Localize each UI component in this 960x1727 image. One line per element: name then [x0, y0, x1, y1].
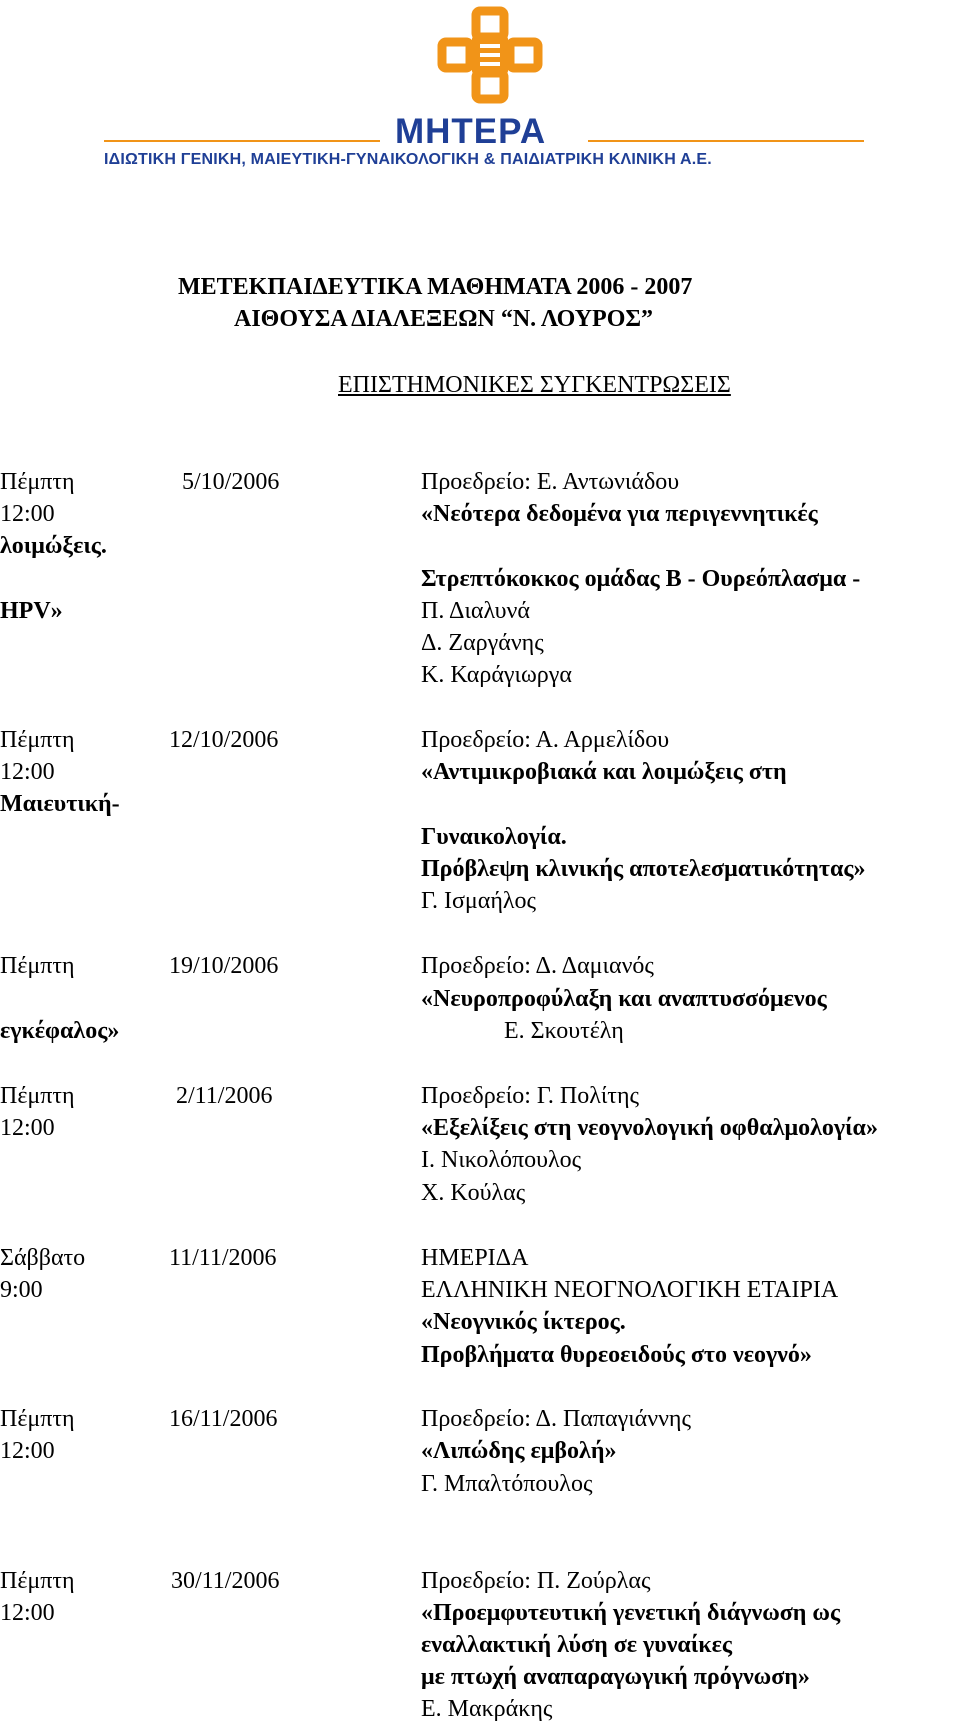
- event-topic-wrap: εγκέφαλος»: [0, 1018, 120, 1044]
- event-topic: «Λιπώδης εμβολή»: [421, 1438, 617, 1464]
- event-topic: με πτωχή αναπαραγωγική πρόγνωση»: [421, 1664, 810, 1690]
- event-topic-wrap: λοιμώξεις.: [0, 533, 107, 559]
- event-topic: «Νευροπροφύλαξη και αναπτυσσόμενος: [421, 986, 827, 1012]
- event-day: Πέμπτη: [0, 469, 75, 495]
- event-chair: ΗΜΕΡΙΔΑ: [421, 1245, 529, 1271]
- event-day: Πέμπτη: [0, 953, 75, 979]
- event-chair: Προεδρείο: Π. Ζούρλας: [421, 1568, 651, 1594]
- event-date: 11/11/2006: [169, 1245, 277, 1271]
- event-chair: Προεδρείο: Α. Αρμελίδου: [421, 727, 670, 753]
- event-topic: εναλλακτική λύση σε γυναίκες: [421, 1632, 732, 1658]
- event-topic: «Εξελίξεις στη νεογνολογική οφθαλμολογία»: [421, 1115, 878, 1141]
- event-topic: «Αντιμικροβιακά και λοιμώξεις στη: [421, 759, 787, 785]
- event-date: 19/10/2006: [169, 953, 279, 979]
- event-date: 12/10/2006: [169, 727, 279, 753]
- event-speaker: Π. Διαλυνά: [421, 598, 530, 624]
- event-day: Πέμπτη: [0, 1083, 75, 1109]
- event-chair: Προεδρείο: Δ. Παπαγιάννης: [421, 1406, 691, 1432]
- section-title: ΕΠΙΣΤΗΜΟΝΙΚΕΣ ΣΥΓΚΕΝΤΡΩΣΕΙΣ: [338, 372, 731, 398]
- document-title: ΜΕΤΕΚΠΑΙΔΕΥΤΙΚΑ ΜΑΘΗΜΑΤΑ 2006 - 2007: [178, 274, 693, 300]
- event-day: Σάββατο: [0, 1245, 86, 1271]
- event-organizer: ΕΛΛΗΝΙΚΗ ΝΕΟΓΝΟΛΟΓΙΚΗ ΕΤΑΙΡΙΑ: [421, 1277, 839, 1303]
- event-topic-wrap: Μαιευτική-: [0, 791, 120, 817]
- event-topic: «Νεότερα δεδομένα για περιγεννητικές: [421, 501, 818, 527]
- event-speaker: Κ. Καράγιωργα: [421, 662, 572, 688]
- venue-title: ΑΙΘΟΥΣΑ ΔΙΑΛΕΞΕΩΝ “Ν. ΛΟΥΡΟΣ”: [234, 306, 654, 332]
- event-time: 12:00: [0, 1600, 55, 1626]
- event-time: 12:00: [0, 1115, 55, 1141]
- event-topic: Στρεπτόκοκκος ομάδας Β - Ουρεόπλασμα -: [421, 566, 861, 592]
- event-speaker: Δ. Ζαργάνης: [421, 630, 544, 656]
- event-day: Πέμπτη: [0, 727, 75, 753]
- cross-logo-icon: [436, 6, 544, 104]
- brand-name: ΜΗΤΕΡΑ: [395, 112, 547, 151]
- event-speaker: Ε. Μακράκης: [421, 1696, 553, 1722]
- event-speaker: Χ. Κούλας: [421, 1180, 526, 1206]
- event-time: 12:00: [0, 1438, 55, 1464]
- event-date: 16/11/2006: [169, 1406, 278, 1432]
- event-day: Πέμπτη: [0, 1406, 75, 1432]
- header-rule-right: [588, 140, 864, 142]
- event-speaker: Ε. Σκουτέλη: [504, 1018, 624, 1044]
- event-speaker: Γ. Ισμαήλος: [421, 888, 537, 914]
- event-date: 2/11/2006: [176, 1083, 273, 1109]
- event-speaker: Ι. Νικολόπουλος: [421, 1147, 582, 1173]
- event-chair: Προεδρείο: Δ. Δαμιανός: [421, 953, 654, 979]
- event-time: 12:00: [0, 501, 55, 527]
- clinic-name: ΙΔΙΩΤΙΚΗ ΓΕΝΙΚΗ, ΜΑΙΕΥΤΙΚΗ-ΓΥΝΑΙΚΟΛΟΓΙΚΗ & ΠΑΙΔΙΑΤΡΙΚΗ ΚΛΙΝΙΚΗ Α.Ε.: [104, 151, 712, 168]
- event-chair: Προεδρείο: Ε. Αντωνιάδου: [421, 469, 680, 495]
- header-rule-left: [104, 140, 380, 142]
- event-time: 12:00: [0, 759, 55, 785]
- event-topic: «Προεμφυτευτική γενετική διάγνωση ως: [421, 1600, 841, 1626]
- event-topic: Γυναικολογία.: [421, 824, 567, 850]
- event-date: 30/11/2006: [171, 1568, 280, 1594]
- event-topic: Προβλήματα θυρεοειδούς στο νεογνό»: [421, 1342, 812, 1368]
- event-topic: Πρόβλεψη κλινικής αποτελεσματικότητας»: [421, 856, 866, 882]
- event-topic: «Νεογνικός ίκτερος.: [421, 1309, 626, 1335]
- event-topic-wrap: HPV»: [0, 598, 63, 624]
- event-chair: Προεδρείο: Γ. Πολίτης: [421, 1083, 639, 1109]
- event-date: 5/10/2006: [182, 469, 280, 495]
- event-day: Πέμπτη: [0, 1568, 75, 1594]
- event-speaker: Γ. Μπαλτόπουλος: [421, 1471, 593, 1497]
- event-time: 9:00: [0, 1277, 43, 1303]
